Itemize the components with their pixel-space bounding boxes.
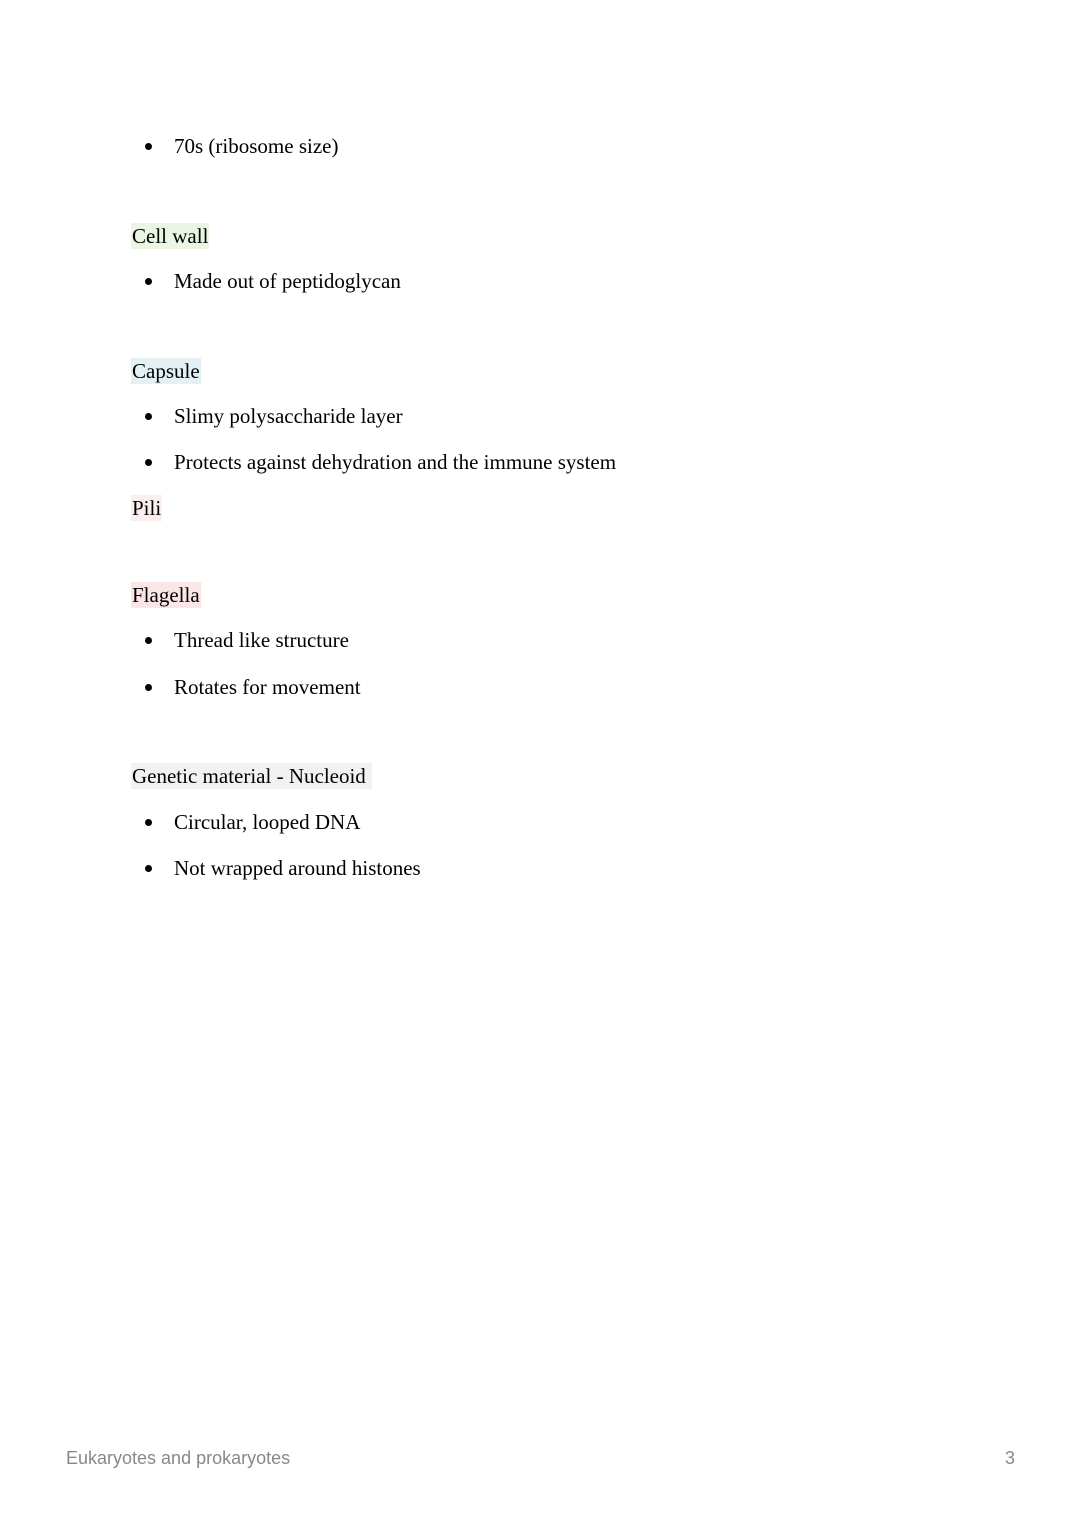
heading-text: Flagella: [132, 583, 200, 607]
bullet-icon: [145, 459, 152, 466]
footer-title: Eukaryotes and prokaryotes: [66, 1448, 291, 1468]
heading-text: Capsule: [132, 359, 200, 383]
section-heading-genetic-material: [131, 763, 372, 789]
list-item-text: Rotates for movement: [174, 675, 361, 699]
list-item: [141, 268, 401, 294]
section-heading-capsule: [131, 358, 201, 384]
list-item: [141, 674, 361, 700]
list-item: [141, 133, 338, 159]
section-heading-pili: [131, 495, 162, 521]
list-item: [141, 627, 349, 653]
list-item: [141, 403, 403, 429]
bullet-icon: [145, 278, 152, 285]
bullet-icon: [145, 865, 152, 872]
list-item: [141, 855, 421, 881]
list-item-text: Circular, looped DNA: [174, 810, 361, 834]
list-item-text: 70s (ribosome size): [174, 134, 339, 158]
bullet-icon: [145, 684, 152, 691]
list-item: [141, 449, 616, 475]
heading-text: Cell wall: [132, 224, 209, 248]
list-item-text: Made out of peptidoglycan: [174, 269, 401, 293]
bullet-icon: [145, 819, 152, 826]
heading-text: Pili: [132, 496, 162, 520]
bullet-icon: [145, 143, 152, 150]
section-heading-cell-wall: [131, 223, 209, 249]
bullet-icon: [145, 637, 152, 644]
list-item-text: Thread like structure: [174, 628, 349, 652]
bullet-icon: [145, 413, 152, 420]
list-item-text: Not wrapped around histones: [174, 856, 421, 880]
list-item-text: Slimy polysaccharide layer: [174, 404, 403, 428]
section-heading-flagella: [131, 582, 201, 608]
page-number: 3: [1005, 1448, 1016, 1468]
list-item: [141, 809, 360, 835]
heading-text: Genetic material - Nucleoid: [131, 763, 372, 789]
list-item-text: Protects against dehydration and the immune system: [174, 450, 617, 474]
